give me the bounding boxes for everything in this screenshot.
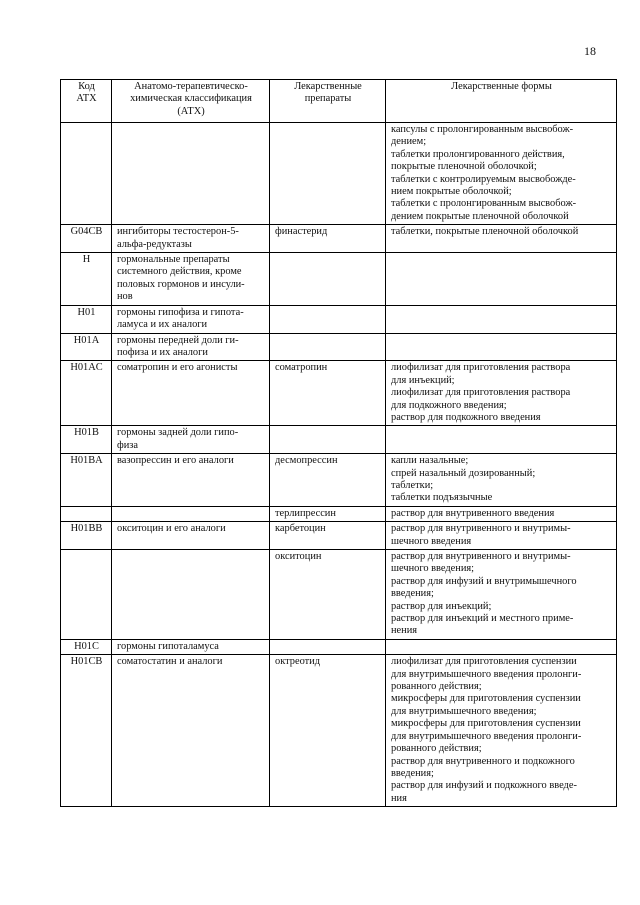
classification-cell-line: соматостатин и аналоги xyxy=(117,656,223,668)
drug-cell-line: терлипрессин xyxy=(275,507,336,519)
forms-cell xyxy=(386,522,617,550)
atx-code-cell xyxy=(61,305,112,333)
forms-cell-line: раствор для внутривенного и внутримы- xyxy=(391,551,571,562)
drug-cell xyxy=(270,639,386,654)
classification-cell xyxy=(112,506,270,521)
classification-cell-line: системного действия, кроме xyxy=(117,266,242,278)
forms-cell-line: рованного действия; xyxy=(391,743,482,755)
atx-code-cell xyxy=(61,225,112,253)
header-forms xyxy=(386,80,617,123)
atx-code-cell xyxy=(61,426,112,454)
header-drugs-line: Лекарственные xyxy=(294,81,362,92)
classification-cell xyxy=(112,333,270,361)
table-row xyxy=(61,333,617,361)
forms-cell-line: введения; xyxy=(391,588,434,600)
atx-code-cell-text: H01AC xyxy=(70,362,103,374)
drug-cell xyxy=(270,123,386,225)
drug-cell xyxy=(270,305,386,333)
classification-cell xyxy=(112,639,270,654)
classification-cell-line: окситоцин и его аналоги xyxy=(117,523,226,535)
table-body xyxy=(61,123,617,807)
forms-cell-line: раствор для внутривенного введения xyxy=(391,507,555,519)
forms-cell-line: таблетки пролонгированного действия, xyxy=(391,148,565,160)
classification-cell xyxy=(112,305,270,333)
forms-cell-line: таблетки с пролонгированным высвобож- xyxy=(391,198,577,210)
forms-cell xyxy=(386,454,617,507)
atx-code-cell xyxy=(61,454,112,507)
table-header xyxy=(61,80,617,123)
atx-code-cell-text: H01A xyxy=(73,334,100,346)
forms-cell-line: микросферы для приготовления суспензии xyxy=(391,693,581,705)
drug-cell-line: финастерид xyxy=(275,226,328,238)
drug-cell xyxy=(270,426,386,454)
atx-code-cell-text: H01B xyxy=(74,427,99,439)
drug-cell xyxy=(270,333,386,361)
drug-cell xyxy=(270,655,386,807)
drug-cell xyxy=(270,506,386,521)
table-row xyxy=(61,655,617,807)
classification-cell-line: пофиза и их аналоги xyxy=(117,346,208,358)
forms-cell-line: раствор для подкожного введения xyxy=(391,411,541,423)
forms-cell xyxy=(386,253,617,306)
atx-code-cell-text: H xyxy=(82,254,91,266)
header-classification xyxy=(112,80,270,123)
classification-cell-line: альфа-редуктазы xyxy=(117,238,192,250)
forms-cell xyxy=(386,506,617,521)
forms-cell-line: лиофилизат для приготовления суспензии xyxy=(391,656,577,668)
drug-cell xyxy=(270,454,386,507)
forms-cell-line: введения; xyxy=(391,767,434,779)
atx-code-cell-text: H01CB xyxy=(70,656,103,668)
forms-cell xyxy=(386,550,617,640)
table-row xyxy=(61,522,617,550)
atx-code-cell xyxy=(61,506,112,521)
table-row xyxy=(61,361,617,426)
header-code-line: ATX xyxy=(76,93,97,105)
classification-cell-line: вазопрессин и его аналоги xyxy=(117,455,234,467)
classification-cell xyxy=(112,454,270,507)
atx-table xyxy=(60,79,617,807)
forms-cell-line: нения xyxy=(391,625,418,637)
classification-cell-line: нов xyxy=(117,291,133,303)
forms-cell-line: таблетки, покрытые пленочной оболочкой xyxy=(391,226,579,238)
header-classification-line: (АТХ) xyxy=(177,105,205,117)
forms-cell-line: раствор для инъекций и местного приме- xyxy=(391,613,574,625)
drug-cell xyxy=(270,225,386,253)
classification-cell-line: ингибиторы тестостерон-5- xyxy=(117,226,239,238)
atx-code-cell xyxy=(61,639,112,654)
drug-cell-line: десмопрессин xyxy=(275,455,338,467)
classification-cell xyxy=(112,225,270,253)
atx-code-cell-text: H01BB xyxy=(70,523,103,535)
forms-cell-line: лиофилизат для приготовления раствора xyxy=(391,387,571,399)
forms-cell-line: лиофилизат для приготовления раствора xyxy=(391,362,571,374)
drug-cell xyxy=(270,550,386,640)
forms-cell-line: таблетки подъязычные xyxy=(391,492,493,504)
classification-cell-line: гормоны передней доли ги- xyxy=(117,334,239,346)
table-row xyxy=(61,454,617,507)
forms-cell-line: капсулы с пролонгированным высвобож- xyxy=(391,124,574,135)
drug-cell xyxy=(270,522,386,550)
classification-cell-line: соматропин и его агонисты xyxy=(117,362,238,374)
forms-cell-line: микросферы для приготовления суспензии xyxy=(391,718,581,730)
forms-cell-line: рованного действия; xyxy=(391,681,482,693)
forms-cell xyxy=(386,426,617,454)
atx-code-cell xyxy=(61,123,112,225)
forms-cell-line: таблетки; xyxy=(391,479,434,491)
forms-cell xyxy=(386,639,617,654)
classification-cell-line: ламуса и их аналоги xyxy=(117,319,208,331)
table-row xyxy=(61,426,617,454)
forms-cell-line: для подкожного введения; xyxy=(391,399,507,411)
classification-cell xyxy=(112,522,270,550)
classification-cell-line: гормональные препараты xyxy=(117,254,230,266)
classification-cell xyxy=(112,426,270,454)
forms-cell xyxy=(386,123,617,225)
header-drugs-line: препараты xyxy=(304,93,352,105)
header-code xyxy=(61,80,112,123)
forms-cell-line: раствор для инфузий и подкожного введе- xyxy=(391,780,577,792)
forms-cell-line: раствор для внутривенного и внутримы- xyxy=(391,523,571,535)
atx-code-cell-text: H01C xyxy=(74,640,99,652)
header-classification-line: химическая классификация xyxy=(130,93,252,105)
classification-cell xyxy=(112,253,270,306)
classification-cell-line: гормоны гипофиза и гипота- xyxy=(117,306,244,318)
table-row xyxy=(61,639,617,654)
forms-cell-line: спрей назальный дозированный; xyxy=(391,467,536,479)
page-number: 18 xyxy=(584,44,596,58)
forms-cell-line: шечного введения xyxy=(391,535,472,547)
classification-cell xyxy=(112,655,270,807)
drug-cell-line: октреотид xyxy=(275,656,321,668)
forms-cell xyxy=(386,225,617,253)
table-row xyxy=(61,550,617,640)
classification-cell-line: гормоны задней доли гипо- xyxy=(117,427,239,439)
header-forms-line: Лекарственные формы xyxy=(451,81,552,92)
drug-cell-line: соматропин xyxy=(275,362,328,374)
forms-cell-line: капли назальные; xyxy=(391,455,469,467)
atx-code-cell-text: G04CB xyxy=(70,226,103,238)
classification-cell-line: гормоны гипоталамуса xyxy=(117,640,219,652)
forms-cell xyxy=(386,333,617,361)
forms-cell-line: для инъекций; xyxy=(391,374,455,386)
forms-cell-line: ния xyxy=(391,792,407,804)
forms-cell-line: для внутримышечного введения пролонги- xyxy=(391,730,582,742)
forms-cell-line: раствор для внутривенного и подкожного xyxy=(391,755,575,767)
classification-cell-line: физа xyxy=(117,439,139,451)
atx-code-cell xyxy=(61,550,112,640)
atx-code-cell xyxy=(61,333,112,361)
atx-code-cell xyxy=(61,655,112,807)
drug-cell xyxy=(270,361,386,426)
forms-cell-line: таблетки с контролируемым высвобожде- xyxy=(391,173,576,185)
forms-cell-line: шечного введения; xyxy=(391,563,475,575)
atx-code-cell xyxy=(61,253,112,306)
drug-cell-line: карбетоцин xyxy=(275,523,326,535)
header-classification-line: Анатомо-терапевтическо- xyxy=(134,81,248,92)
atx-code-cell xyxy=(61,361,112,426)
forms-cell-line: нием покрытые оболочкой; xyxy=(391,186,512,198)
forms-cell-line: для внутримышечного введения; xyxy=(391,705,537,717)
table-row xyxy=(61,253,617,306)
drug-cell xyxy=(270,253,386,306)
classification-cell xyxy=(112,123,270,225)
atx-code-cell xyxy=(61,522,112,550)
table-row xyxy=(61,506,617,521)
forms-cell-line: раствор для инъекций; xyxy=(391,600,492,612)
classification-cell xyxy=(112,361,270,426)
forms-cell-line: раствор для инфузий и внутримышечного xyxy=(391,575,577,587)
atx-code-cell-text: H01 xyxy=(77,306,96,318)
forms-cell-line: дением покрытые пленочной оболочкой xyxy=(391,210,569,222)
atx-code-cell-text: H01BA xyxy=(70,455,103,467)
classification-cell-line: половых гормонов и инсули- xyxy=(117,278,245,290)
classification-cell xyxy=(112,550,270,640)
table-row xyxy=(61,225,617,253)
table-row xyxy=(61,305,617,333)
forms-cell-line: дением; xyxy=(391,136,427,148)
forms-cell-line: покрытые пленочной оболочкой; xyxy=(391,161,537,173)
table-row xyxy=(61,123,617,225)
header-code-line: Код xyxy=(78,81,95,92)
forms-cell xyxy=(386,361,617,426)
forms-cell-line: для внутримышечного введения пролонги- xyxy=(391,668,582,680)
forms-cell xyxy=(386,655,617,807)
drug-cell-line: окситоцин xyxy=(275,551,322,562)
forms-cell xyxy=(386,305,617,333)
header-drugs xyxy=(270,80,386,123)
